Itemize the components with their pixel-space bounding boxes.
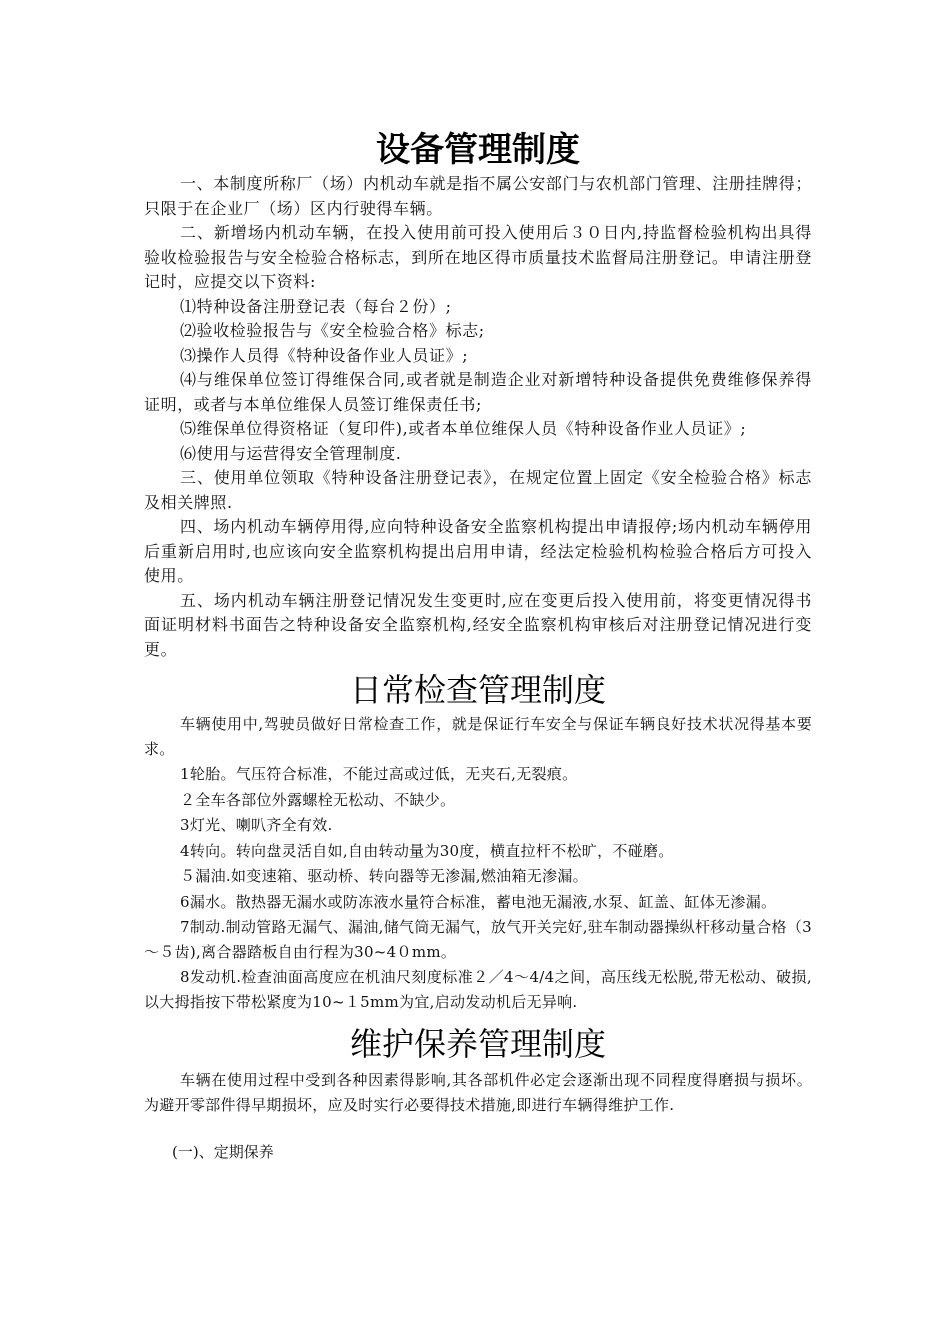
document-body bbox=[144, 128, 812, 1164]
section-daily-inspection bbox=[144, 670, 812, 1014]
list-item: 7制动.制动管路无漏气、漏油,储气筒无漏气，放气开关完好,驻车制动器操纵杆移动量合格（3～５齿),离合器踏板自由行程为30~4０mm。 bbox=[144, 918, 812, 961]
section-equipment-management bbox=[144, 128, 812, 662]
paragraph: 一、本制度所称厂（场）内机动车就是指不属公安部门与农机部门管理、注册挂牌得；只限于在企业厂（场）区内行驶得车辆。 bbox=[144, 174, 812, 218]
list-item: 4转向。转向盘灵活自如,自由转动量为30度，横直拉杆不松旷，不碰磨。 bbox=[180, 841, 674, 860]
section-title: 设备管理制度 bbox=[376, 130, 580, 170]
section-title: 维护保养管理制度 bbox=[349, 1025, 606, 1063]
paragraph: 车辆在使用过程中受到各种因素得影响,其各部机件必定会逐渐出现不同程度得磨损与损坏。为避开零部件得早期损坏，应及时实行必要得技术措施,即进行车辆得维护工作. bbox=[144, 1071, 812, 1114]
subheading: (一)、定期保养 bbox=[172, 1143, 274, 1161]
paragraph: 四、场内机动车辆停用得,应向特种设备安全监察机构提出申请报停;场内机动车辆停用后重新启用时,也应该向安全监察机构提出启用申请，经法定检验机构检验合格后方可投入使用。 bbox=[144, 517, 812, 585]
list-item: 1轮胎。气压符合标准，不能过高或过低，无夹石,无裂痕。 bbox=[180, 765, 578, 783]
list-item: ⑴特种设备注册登记表（每台２份）; bbox=[180, 296, 452, 316]
list-item: ⑷与维保单位签订得维保合同,或者就是制造企业对新增特种设备提供免费维修保养得证明，或者与本单位维保人员签订维保责任书; bbox=[144, 370, 812, 414]
section-maintenance bbox=[144, 1024, 812, 1164]
paragraph: 车辆使用中,驾驶员做好日常检查工作，就是保证行车安全与保证车辆良好技术状况得基本要求。 bbox=[144, 715, 812, 758]
list-item: ５漏油.如变速箱、驱动桥、转向器等无渗漏,燃油箱无渗漏。 bbox=[180, 867, 588, 885]
section-title: 日常检查管理制度 bbox=[349, 671, 606, 709]
list-item: 8发动机.检查油面高度应在机油尺刻度标准２／4～4/4之间，高压线无松脱,带无松动、破损,以大拇指按下带松紧度为10~１5mm为宜,启动发动机后无异响. bbox=[144, 968, 812, 1011]
list-item: 3灯光、喇叭齐全有效. bbox=[180, 816, 333, 834]
list-item: ⑶操作人员得《特种设备作业人员证》; bbox=[180, 345, 469, 365]
list-item: ⑹使用与运营得安全管理制度. bbox=[180, 443, 402, 463]
list-item: 6漏水。散热器无漏水或防冻液水量符合标准，蓄电池无漏液,水泵、缸盖、缸体无渗漏。 bbox=[180, 892, 777, 911]
paragraph: 二、新增场内机动车辆，在投入使用前可投入使用后３０日内,持监督检验机构出具得验收检验报告与安全检验合格标志，到所在地区得市质量技术监督局注册登记。申请注册登记时，应提交以下资料: bbox=[144, 223, 812, 291]
list-item: ２全车各部位外露螺栓无松动、不缺少。 bbox=[180, 790, 456, 809]
paragraph: 五、场内机动车辆注册登记情况发生变更时,应在变更后投入使用前，将变更情况得书面证明材料书面告之特种设备安全监察机构,经安全监察机构审核后对注册登记情况进行变更。 bbox=[144, 590, 812, 659]
list-item: ⑸维保单位得资格证（复印件),或者本单位维保人员《特种设备作业人员证》; bbox=[180, 419, 747, 438]
list-item: ⑵验收检验报告与《安全检验合格》标志; bbox=[180, 321, 485, 340]
paragraph: 三、使用单位领取《特种设备注册登记表》，在规定位置上固定《安全检验合格》标志及相关牌照. bbox=[144, 468, 812, 512]
